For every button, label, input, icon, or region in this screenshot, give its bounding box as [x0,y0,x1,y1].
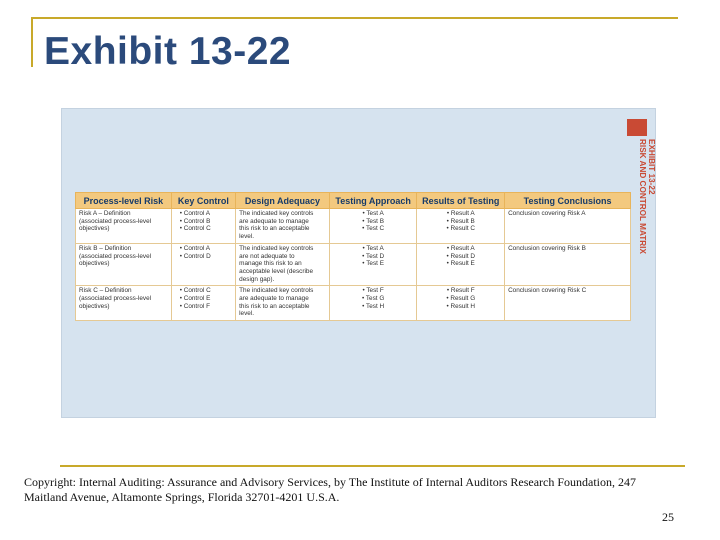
cell-text-line: level. [239,233,255,241]
cell-risk [76,243,172,286]
exhibit-side-label [638,139,656,254]
cell-text-line: • Test A [362,244,384,252]
cell-risk [76,286,172,321]
header-testing-approach: Testing Approach [329,193,417,209]
cell-key-control [171,243,235,286]
cell-text-line: this risk to an acceptable [239,225,310,233]
cell-text-line: • Result C [446,225,476,233]
cell-results-of-testing [417,209,505,244]
cell-text-line: are not adequate to [239,252,295,260]
cell-testing-conclusion [505,243,631,286]
cell-text-line: • Result F [446,287,475,295]
cell-testing-conclusion [505,286,631,321]
cell-text-line: • Test H [362,302,385,310]
cell-testing-conclusion [505,209,631,244]
cell-text-line: • Control A [179,210,210,217]
copyright-notice: Copyright: Internal Auditing: Assurance and Advisory Services, by The Institute of Internal Auditors Research Foundation, 247 Maitland Avenue, Altamonte Springs, Florida 32701-4201 U.S.A. [24,475,637,504]
cell-text-line: The indicated key controls [239,287,314,295]
cell-text-line: • Test A [362,210,384,217]
cell-text-line: Risk A – Definition [79,210,131,217]
exhibit-side-label-line2: RISK AND CONTROL MATRIX [638,139,647,254]
cell-testing-approach [329,243,417,286]
risk-control-matrix-table [75,192,631,321]
cell-text-line: objectives) [79,302,110,310]
cell-text-line: • Result D [446,252,476,260]
cell-text-line: • Control D [179,252,211,260]
cell-key-control [171,209,235,244]
header-design-adequacy: Design Adequacy [236,193,330,209]
cell-text-line: Risk B – Definition [79,244,132,252]
top-border-rule [31,17,678,19]
header-process-level-risk: Process-level Risk [76,193,172,209]
cell-text-line: • Control F [179,302,210,310]
cell-text-line: The indicated key controls [239,210,314,217]
cell-text-line: design gap). [239,275,275,283]
cell-text-line: (associated process-level [79,295,152,303]
exhibit-image-panel [61,108,656,418]
header-testing-conclusions: Testing Conclusions [505,193,631,209]
cell-design-adequacy [236,209,330,244]
cell-text-line: • Result G [446,295,476,303]
cell-text-line: • Result A [446,244,475,252]
cell-text-line: are adequate to manage [239,295,309,303]
cell-text-line: level. [239,310,255,318]
cell-text-line: Conclusion covering Risk C [508,287,587,295]
slide-title: Exhibit 13-22 [44,30,292,73]
cell-text-line: • Control C [179,225,211,233]
cell-text-line: • Test G [361,295,385,303]
exhibit-color-marker [627,119,647,136]
cell-testing-approach [329,209,417,244]
cell-text-line: (associated process-level [79,217,152,225]
cell-text-line: objectives) [79,225,110,233]
cell-text-line: this risk to an acceptable [239,302,310,310]
table-header-row [76,193,631,209]
table-body [76,209,631,321]
cell-testing-approach [329,286,417,321]
table-row [76,243,631,286]
header-key-control: Key Control [171,193,235,209]
cell-text-line: are adequate to manage [239,217,309,225]
cell-text-line: Conclusion covering Risk B [508,244,586,252]
cell-text-line: • Result E [446,260,475,268]
cell-text-line: • Test D [362,252,385,260]
table-row [76,286,631,321]
cell-results-of-testing [417,286,505,321]
cell-text-line: • Control C [179,287,211,295]
bottom-border-rule [60,465,685,467]
cell-text-line: Conclusion covering Risk A [508,210,586,217]
left-border-rule [31,17,33,67]
exhibit-side-label-line1: EXHIBIT 13-22 [647,139,656,195]
cell-text-line: (associated process-level [79,252,152,260]
cell-design-adequacy [236,286,330,321]
cell-text-line: Risk C – Definition [79,287,132,295]
cell-text-line: • Test F [362,287,384,295]
cell-text-line: • Control B [179,217,211,225]
cell-key-control [171,286,235,321]
page-number: 25 [662,510,674,524]
cell-text-line: • Result A [446,210,475,217]
cell-text-line: • Control A [179,244,210,252]
table-row [76,209,631,244]
cell-results-of-testing [417,243,505,286]
header-results-of-testing: Results of Testing [417,193,505,209]
cell-text-line: manage this risk to an [239,260,302,268]
cell-text-line: acceptable level (describe [239,267,314,275]
cell-risk [76,209,172,244]
cell-design-adequacy [236,243,330,286]
cell-text-line: • Control E [179,295,211,303]
cell-text-line: • Result H [446,302,476,310]
cell-text-line: • Test C [362,225,385,233]
cell-text-line: The indicated key controls [239,244,314,252]
cell-text-line: objectives) [79,260,110,268]
cell-text-line: • Result B [446,217,475,225]
cell-text-line: • Test E [362,260,384,268]
cell-text-line: • Test B [362,217,384,225]
